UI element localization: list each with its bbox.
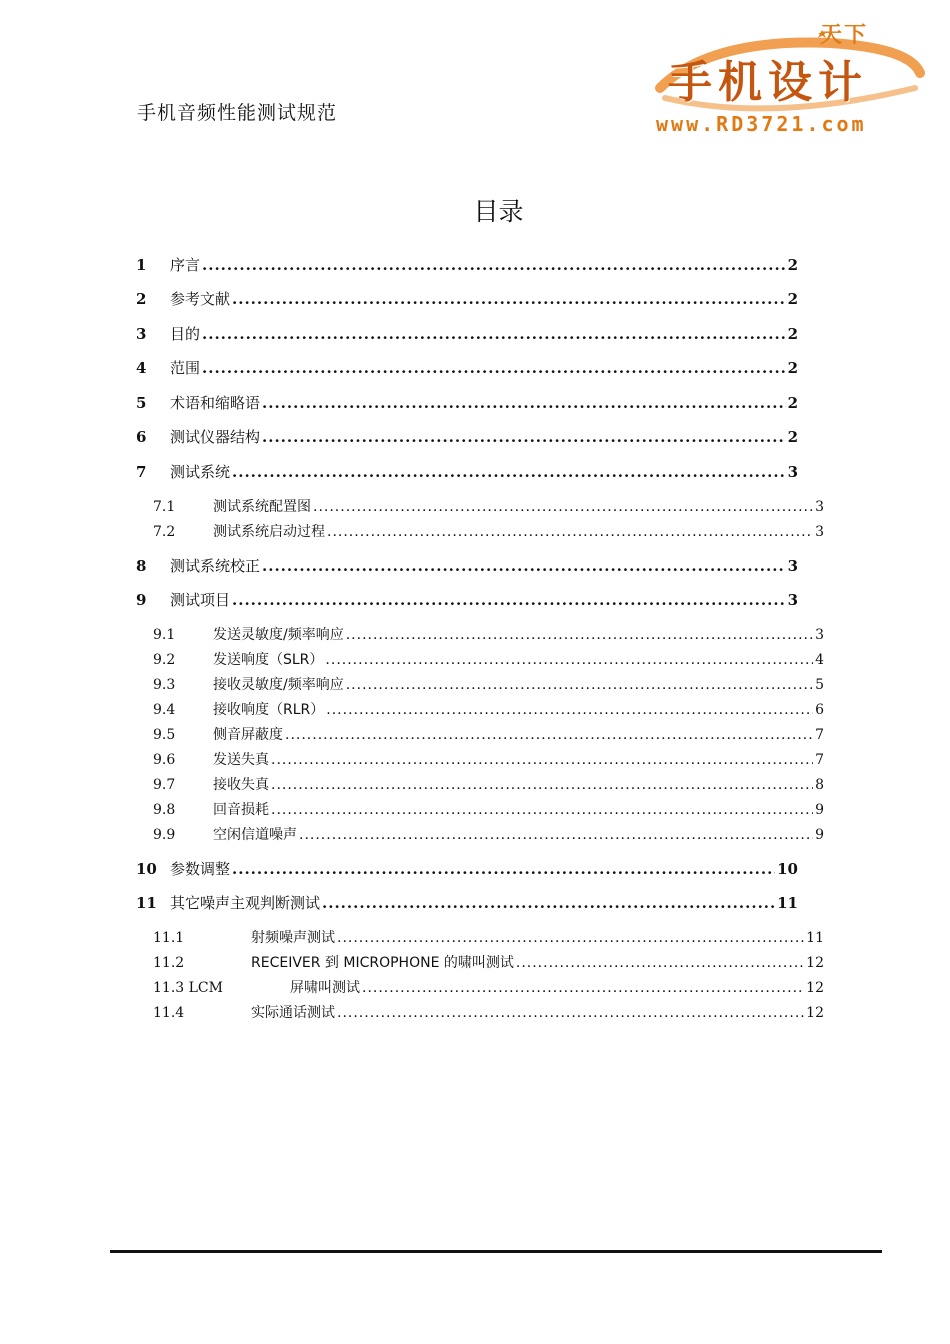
toc-entry-label: 参考文献: [170, 290, 231, 308]
toc-entry-page: 6: [815, 702, 824, 718]
toc-leader-dots: [271, 777, 813, 793]
toc-entry-page: 3: [787, 591, 798, 609]
toc-entry-page: 4: [815, 652, 824, 668]
toc-entry-label: 接收灵敏度/频率响应: [213, 677, 344, 693]
toc-subentry[interactable]: [153, 496, 824, 516]
toc-entry-page: 2: [787, 428, 798, 446]
toc-subentry[interactable]: [153, 699, 824, 719]
toc-leader-dots: [232, 860, 775, 878]
toc-entry-label: 测试系统校正: [170, 557, 261, 575]
toc-entry-number: 7: [136, 463, 147, 481]
toc-entry-page: 12: [806, 980, 824, 996]
toc-entry-label: 回音损耗: [213, 802, 269, 818]
toc-entry-number: 4: [136, 359, 147, 377]
toc-entry-label: 其它噪声主观判断测试: [170, 894, 321, 912]
toc-entry-label: RECEIVER 到 MICROPHONE 的啸叫测试: [251, 955, 514, 971]
toc-entry-page: 11: [777, 894, 798, 912]
toc-entry-number: 1: [136, 256, 147, 274]
toc-leader-dots: [262, 394, 786, 412]
toc-entry-page: 7: [815, 752, 824, 768]
toc-entry-number: 9.4: [153, 702, 176, 718]
toc-entry-page: 2: [787, 359, 798, 377]
toc-leader-dots: [262, 428, 786, 446]
toc-subentry[interactable]: [153, 977, 824, 997]
toc-entry-label: 范围: [170, 359, 201, 377]
toc-leader-dots: [346, 627, 813, 643]
toc-entry-number: 6: [136, 428, 147, 446]
toc-entry-page: 2: [787, 256, 798, 274]
footer-divider: [110, 1250, 882, 1253]
toc-entry[interactable]: [136, 288, 798, 309]
toc-entry[interactable]: [136, 555, 798, 576]
toc-leader-dots: [202, 325, 786, 343]
toc-entry-label: 发送失真: [213, 752, 269, 768]
toc-entry[interactable]: [136, 323, 798, 344]
toc-subentry[interactable]: [153, 799, 824, 819]
toc-entry-number: 9: [136, 591, 147, 609]
toc-entry-label: 测试系统启动过程: [213, 524, 325, 540]
toc-entry[interactable]: [136, 254, 798, 275]
toc-leader-dots: [271, 802, 813, 818]
toc-entry-label: 测试项目: [170, 591, 231, 609]
toc-entry-label: 测试系统: [170, 463, 231, 481]
toc-entry-label: 侧音屏蔽度: [213, 727, 283, 743]
toc-entry-number: 11.1: [153, 930, 185, 946]
toc-entry-number: 9.7: [153, 777, 176, 793]
toc-entry-page: 3: [815, 627, 824, 643]
document-header-title: 手机音频性能测试规范: [137, 102, 338, 124]
toc-subentry[interactable]: [153, 521, 824, 541]
toc-entry-page: 7: [815, 727, 824, 743]
toc-entry[interactable]: [136, 858, 798, 879]
toc-leader-dots: [337, 1005, 804, 1021]
toc-entry-number: 11.4: [153, 1005, 185, 1021]
toc-subentry[interactable]: [153, 649, 824, 669]
toc-leader-dots: [326, 702, 813, 718]
toc-entry-label: 发送灵敏度/频率响应: [213, 627, 344, 643]
toc-subentry[interactable]: [153, 674, 824, 694]
toc-entry-page: 12: [806, 955, 824, 971]
toc-leader-dots: [516, 955, 804, 971]
toc-entry-label: 实际通话测试: [251, 1005, 335, 1021]
toc-entry-number: 11: [136, 894, 157, 912]
toc-title: 目录: [473, 197, 524, 226]
toc-entry-number: 9.9: [153, 827, 176, 843]
toc-entry-label: 参数调整: [170, 860, 231, 878]
logo-main-text: 手机设计: [668, 57, 868, 108]
toc-entry-label: 测试系统配置图: [213, 499, 311, 515]
toc-leader-dots: [202, 359, 786, 377]
toc-entry-page: 3: [815, 524, 824, 540]
toc-leader-dots: [322, 894, 775, 912]
toc-subentry[interactable]: [153, 824, 824, 844]
toc-entry[interactable]: [136, 892, 798, 913]
toc-entry-page: 12: [806, 1005, 824, 1021]
toc-entry-number: 3: [136, 325, 147, 343]
toc-subentry[interactable]: [153, 952, 824, 972]
toc-subentry[interactable]: [153, 624, 824, 644]
toc-entry-page: 3: [787, 557, 798, 575]
toc-entry-number: 9.3: [153, 677, 176, 693]
toc-entry-page: 11: [806, 930, 824, 946]
logo-top-text: 天下: [820, 23, 869, 48]
toc-leader-dots: [202, 256, 786, 274]
toc-subentry[interactable]: [153, 724, 824, 744]
toc-entry-number: 9.1: [153, 627, 176, 643]
toc-entry-label: 射频噪声测试: [251, 930, 335, 946]
toc-entry-page: 2: [787, 290, 798, 308]
toc-entry-number: 7.1: [153, 499, 176, 515]
toc-entry-label: 接收失真: [213, 777, 269, 793]
toc-entry[interactable]: [136, 357, 798, 378]
toc-leader-dots: [232, 463, 786, 481]
toc-subentry[interactable]: [153, 774, 824, 794]
toc-leader-dots: [337, 930, 804, 946]
toc-entry-page: 9: [815, 802, 824, 818]
toc-leader-dots: [313, 499, 813, 515]
toc-entry-label: 目的: [170, 325, 201, 343]
toc-leader-dots: [299, 827, 813, 843]
toc-subentry[interactable]: [153, 927, 824, 947]
toc-entry[interactable]: [136, 426, 798, 447]
toc-leader-dots: [346, 677, 813, 693]
toc-entry-number: 9.2: [153, 652, 176, 668]
toc-entry-label: 空闲信道噪声: [213, 827, 297, 843]
toc-entry-number: 8: [136, 557, 147, 575]
toc-entry[interactable]: [136, 392, 798, 413]
toc-entry-number: 2: [136, 290, 147, 308]
toc-leader-dots: [232, 591, 786, 609]
toc-entry[interactable]: [136, 461, 798, 482]
toc-entry-number: 5: [136, 394, 147, 412]
toc-subentry[interactable]: [153, 1002, 824, 1022]
toc-entry-number: 7.2: [153, 524, 176, 540]
toc-subentry[interactable]: [153, 749, 824, 769]
toc-entry-page: 10: [777, 860, 798, 878]
toc-entry-number: 9.8: [153, 802, 176, 818]
logo-url-text: www.RD3721.com: [656, 112, 867, 136]
toc-entry-label: 屏啸叫测试: [290, 980, 360, 996]
toc-leader-dots: [285, 727, 813, 743]
toc-entry-page: 2: [787, 394, 798, 412]
toc-entry-page: 8: [815, 777, 824, 793]
toc-leader-dots: [362, 980, 804, 996]
toc-leader-dots: [327, 524, 813, 540]
toc-entry-label: 接收响度（RLR）: [213, 702, 325, 718]
toc-entry-number: 9.6: [153, 752, 176, 768]
toc-entry-label: 发送响度（SLR）: [213, 652, 324, 668]
toc-entry-page: 2: [787, 325, 798, 343]
toc-entry-number: 11.2: [153, 955, 185, 971]
toc-entry-number: 10: [136, 860, 157, 878]
toc-entry-page: 3: [815, 499, 824, 515]
toc-entry-page: 9: [815, 827, 824, 843]
toc-leader-dots: [325, 652, 813, 668]
toc-entry-number: 9.5: [153, 727, 176, 743]
toc-entry-label: 序言: [170, 256, 201, 274]
toc-entry-page: 5: [815, 677, 824, 693]
toc-entry-page: 3: [787, 463, 798, 481]
toc-leader-dots: [232, 290, 786, 308]
toc-leader-dots: [271, 752, 813, 768]
toc-entry-label: 术语和缩略语: [170, 394, 261, 412]
toc-entry[interactable]: [136, 589, 798, 610]
toc-entry-label: 测试仪器结构: [170, 428, 261, 446]
toc-entry-number: 11.3 LCM: [153, 980, 223, 996]
toc-leader-dots: [262, 557, 786, 575]
